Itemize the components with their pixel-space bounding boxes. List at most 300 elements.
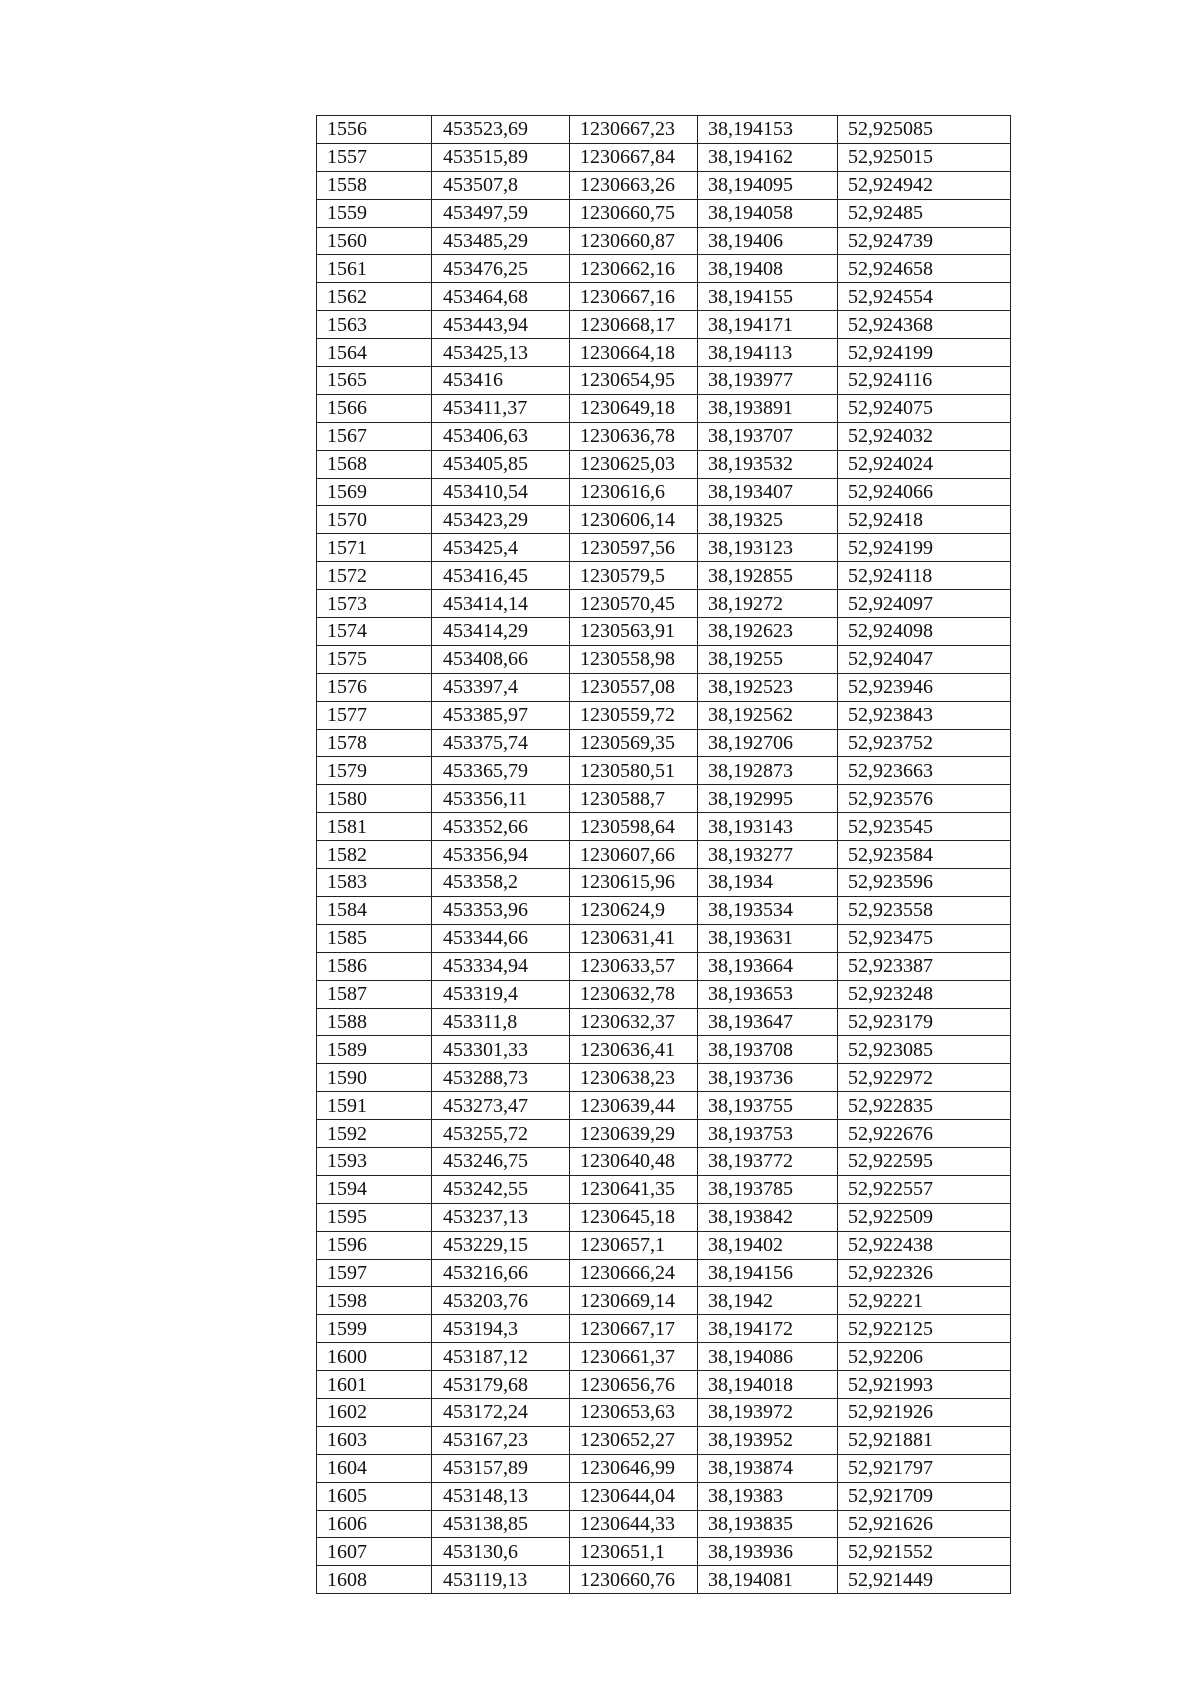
point-number-cell: 1601 [317,1371,432,1399]
table-row [317,255,1011,283]
latitude-cell: 52,921797 [838,1454,1011,1482]
table-row [317,199,1011,227]
table-row [317,422,1011,450]
point-number-cell: 1576 [317,673,432,701]
longitude-cell: 38,192706 [698,729,838,757]
table-row [317,952,1011,980]
table-row [317,1231,1011,1259]
point-number-cell: 1569 [317,478,432,506]
table-row [317,1203,1011,1231]
y-coordinate-cell: 1230557,08 [570,673,698,701]
longitude-cell: 38,19383 [698,1482,838,1510]
longitude-cell: 38,193707 [698,422,838,450]
table-row [317,1315,1011,1343]
point-number-cell: 1599 [317,1315,432,1343]
y-coordinate-cell: 1230639,29 [570,1120,698,1148]
latitude-cell: 52,924739 [838,227,1011,255]
y-coordinate-cell: 1230669,14 [570,1287,698,1315]
point-number-cell: 1588 [317,1008,432,1036]
point-number-cell: 1582 [317,841,432,869]
latitude-cell: 52,92418 [838,506,1011,534]
latitude-cell: 52,923946 [838,673,1011,701]
latitude-cell: 52,923596 [838,869,1011,897]
y-coordinate-cell: 1230636,78 [570,422,698,450]
table-row [317,1482,1011,1510]
x-coordinate-cell: 453246,75 [432,1147,570,1175]
latitude-cell: 52,921881 [838,1426,1011,1454]
y-coordinate-cell: 1230644,33 [570,1510,698,1538]
longitude-cell: 38,192855 [698,562,838,590]
longitude-cell: 38,193532 [698,450,838,478]
x-coordinate-cell: 453406,63 [432,422,570,450]
y-coordinate-cell: 1230667,84 [570,143,698,171]
point-number-cell: 1605 [317,1482,432,1510]
table-row [317,729,1011,757]
table-row [317,450,1011,478]
latitude-cell: 52,923752 [838,729,1011,757]
latitude-cell: 52,923387 [838,952,1011,980]
y-coordinate-cell: 1230656,76 [570,1371,698,1399]
x-coordinate-cell: 453385,97 [432,701,570,729]
table-row [317,645,1011,673]
latitude-cell: 52,921626 [838,1510,1011,1538]
x-coordinate-cell: 453229,15 [432,1231,570,1259]
x-coordinate-cell: 453157,89 [432,1454,570,1482]
longitude-cell: 38,192995 [698,785,838,813]
point-number-cell: 1604 [317,1454,432,1482]
y-coordinate-cell: 1230616,6 [570,478,698,506]
y-coordinate-cell: 1230649,18 [570,394,698,422]
x-coordinate-cell: 453397,4 [432,673,570,701]
point-number-cell: 1556 [317,116,432,144]
coordinates-table [316,115,1011,1594]
table-row [317,1259,1011,1287]
x-coordinate-cell: 453319,4 [432,980,570,1008]
y-coordinate-cell: 1230644,04 [570,1482,698,1510]
point-number-cell: 1577 [317,701,432,729]
longitude-cell: 38,194086 [698,1343,838,1371]
table-row [317,813,1011,841]
table-row [317,283,1011,311]
y-coordinate-cell: 1230598,64 [570,813,698,841]
table-row [317,590,1011,618]
table-row [317,757,1011,785]
table-row [317,896,1011,924]
x-coordinate-cell: 453410,54 [432,478,570,506]
latitude-cell: 52,925085 [838,116,1011,144]
x-coordinate-cell: 453273,47 [432,1092,570,1120]
longitude-cell: 38,193647 [698,1008,838,1036]
point-number-cell: 1578 [317,729,432,757]
point-number-cell: 1558 [317,171,432,199]
table-row [317,562,1011,590]
longitude-cell: 38,19408 [698,255,838,283]
x-coordinate-cell: 453411,37 [432,394,570,422]
x-coordinate-cell: 453523,69 [432,116,570,144]
table-row [317,1036,1011,1064]
point-number-cell: 1595 [317,1203,432,1231]
longitude-cell: 38,194172 [698,1315,838,1343]
point-number-cell: 1583 [317,869,432,897]
point-number-cell: 1592 [317,1120,432,1148]
point-number-cell: 1581 [317,813,432,841]
latitude-cell: 52,924942 [838,171,1011,199]
y-coordinate-cell: 1230597,56 [570,534,698,562]
latitude-cell: 52,924658 [838,255,1011,283]
point-number-cell: 1589 [317,1036,432,1064]
point-number-cell: 1584 [317,896,432,924]
point-number-cell: 1594 [317,1175,432,1203]
table-row [317,924,1011,952]
y-coordinate-cell: 1230569,35 [570,729,698,757]
table-row [317,1120,1011,1148]
point-number-cell: 1574 [317,618,432,646]
table-row [317,171,1011,199]
y-coordinate-cell: 1230664,18 [570,339,698,367]
longitude-cell: 38,193755 [698,1092,838,1120]
longitude-cell: 38,194058 [698,199,838,227]
table-row [317,785,1011,813]
y-coordinate-cell: 1230666,24 [570,1259,698,1287]
table-row [317,367,1011,395]
point-number-cell: 1561 [317,255,432,283]
point-number-cell: 1587 [317,980,432,1008]
y-coordinate-cell: 1230639,44 [570,1092,698,1120]
x-coordinate-cell: 453485,29 [432,227,570,255]
latitude-cell: 52,924368 [838,311,1011,339]
point-number-cell: 1590 [317,1064,432,1092]
y-coordinate-cell: 1230662,16 [570,255,698,283]
table-row [317,701,1011,729]
longitude-cell: 38,193736 [698,1064,838,1092]
latitude-cell: 52,922835 [838,1092,1011,1120]
x-coordinate-cell: 453423,29 [432,506,570,534]
point-number-cell: 1579 [317,757,432,785]
coordinates-table-body [317,116,1011,1594]
point-number-cell: 1597 [317,1259,432,1287]
x-coordinate-cell: 453216,66 [432,1259,570,1287]
longitude-cell: 38,194155 [698,283,838,311]
point-number-cell: 1571 [317,534,432,562]
longitude-cell: 38,193123 [698,534,838,562]
x-coordinate-cell: 453416 [432,367,570,395]
latitude-cell: 52,921449 [838,1566,1011,1594]
latitude-cell: 52,921709 [838,1482,1011,1510]
table-row [317,841,1011,869]
point-number-cell: 1570 [317,506,432,534]
longitude-cell: 38,194153 [698,116,838,144]
x-coordinate-cell: 453353,96 [432,896,570,924]
y-coordinate-cell: 1230580,51 [570,757,698,785]
longitude-cell: 38,192873 [698,757,838,785]
table-row [317,1343,1011,1371]
y-coordinate-cell: 1230667,17 [570,1315,698,1343]
latitude-cell: 52,923663 [838,757,1011,785]
table-row [317,311,1011,339]
y-coordinate-cell: 1230558,98 [570,645,698,673]
point-number-cell: 1596 [317,1231,432,1259]
longitude-cell: 38,194018 [698,1371,838,1399]
latitude-cell: 52,921552 [838,1538,1011,1566]
longitude-cell: 38,193143 [698,813,838,841]
longitude-cell: 38,19402 [698,1231,838,1259]
x-coordinate-cell: 453443,94 [432,311,570,339]
x-coordinate-cell: 453130,6 [432,1538,570,1566]
y-coordinate-cell: 1230570,45 [570,590,698,618]
y-coordinate-cell: 1230645,18 [570,1203,698,1231]
point-number-cell: 1606 [317,1510,432,1538]
point-number-cell: 1602 [317,1398,432,1426]
point-number-cell: 1585 [317,924,432,952]
y-coordinate-cell: 1230615,96 [570,869,698,897]
table-row [317,1371,1011,1399]
table-row [317,618,1011,646]
y-coordinate-cell: 1230668,17 [570,311,698,339]
y-coordinate-cell: 1230632,78 [570,980,698,1008]
point-number-cell: 1607 [317,1538,432,1566]
longitude-cell: 38,193972 [698,1398,838,1426]
y-coordinate-cell: 1230633,57 [570,952,698,980]
y-coordinate-cell: 1230607,66 [570,841,698,869]
latitude-cell: 52,924097 [838,590,1011,618]
x-coordinate-cell: 453242,55 [432,1175,570,1203]
point-number-cell: 1559 [317,199,432,227]
y-coordinate-cell: 1230563,91 [570,618,698,646]
table-row [317,1426,1011,1454]
longitude-cell: 38,193631 [698,924,838,952]
x-coordinate-cell: 453507,8 [432,171,570,199]
table-row [317,980,1011,1008]
table-row [317,869,1011,897]
latitude-cell: 52,922438 [838,1231,1011,1259]
longitude-cell: 38,192523 [698,673,838,701]
x-coordinate-cell: 453344,66 [432,924,570,952]
y-coordinate-cell: 1230667,16 [570,283,698,311]
point-number-cell: 1603 [317,1426,432,1454]
latitude-cell: 52,924116 [838,367,1011,395]
table-row [317,1287,1011,1315]
x-coordinate-cell: 453179,68 [432,1371,570,1399]
longitude-cell: 38,19325 [698,506,838,534]
table-row [317,1398,1011,1426]
y-coordinate-cell: 1230638,23 [570,1064,698,1092]
x-coordinate-cell: 453515,89 [432,143,570,171]
latitude-cell: 52,922509 [838,1203,1011,1231]
longitude-cell: 38,193952 [698,1426,838,1454]
longitude-cell: 38,193891 [698,394,838,422]
x-coordinate-cell: 453148,13 [432,1482,570,1510]
table-row [317,339,1011,367]
x-coordinate-cell: 453356,94 [432,841,570,869]
point-number-cell: 1564 [317,339,432,367]
x-coordinate-cell: 453194,3 [432,1315,570,1343]
latitude-cell: 52,923475 [838,924,1011,952]
x-coordinate-cell: 453119,13 [432,1566,570,1594]
x-coordinate-cell: 453358,2 [432,869,570,897]
x-coordinate-cell: 453352,66 [432,813,570,841]
table-row [317,1092,1011,1120]
x-coordinate-cell: 453375,74 [432,729,570,757]
latitude-cell: 52,923248 [838,980,1011,1008]
x-coordinate-cell: 453405,85 [432,450,570,478]
x-coordinate-cell: 453203,76 [432,1287,570,1315]
y-coordinate-cell: 1230663,26 [570,171,698,199]
y-coordinate-cell: 1230588,7 [570,785,698,813]
longitude-cell: 38,193874 [698,1454,838,1482]
latitude-cell: 52,923085 [838,1036,1011,1064]
longitude-cell: 38,193708 [698,1036,838,1064]
point-number-cell: 1573 [317,590,432,618]
longitude-cell: 38,19255 [698,645,838,673]
table-row [317,1454,1011,1482]
longitude-cell: 38,194156 [698,1259,838,1287]
y-coordinate-cell: 1230641,35 [570,1175,698,1203]
table-row [317,1510,1011,1538]
longitude-cell: 38,19406 [698,227,838,255]
latitude-cell: 52,924199 [838,534,1011,562]
latitude-cell: 52,925015 [838,143,1011,171]
y-coordinate-cell: 1230667,23 [570,116,698,144]
latitude-cell: 52,923179 [838,1008,1011,1036]
y-coordinate-cell: 1230632,37 [570,1008,698,1036]
y-coordinate-cell: 1230660,87 [570,227,698,255]
point-number-cell: 1591 [317,1092,432,1120]
latitude-cell: 52,92206 [838,1343,1011,1371]
y-coordinate-cell: 1230636,41 [570,1036,698,1064]
point-number-cell: 1562 [317,283,432,311]
x-coordinate-cell: 453301,33 [432,1036,570,1064]
longitude-cell: 38,193664 [698,952,838,980]
y-coordinate-cell: 1230559,72 [570,701,698,729]
y-coordinate-cell: 1230579,5 [570,562,698,590]
y-coordinate-cell: 1230640,48 [570,1147,698,1175]
longitude-cell: 38,194162 [698,143,838,171]
longitude-cell: 38,194095 [698,171,838,199]
latitude-cell: 52,923545 [838,813,1011,841]
longitude-cell: 38,193936 [698,1538,838,1566]
x-coordinate-cell: 453365,79 [432,757,570,785]
x-coordinate-cell: 453356,11 [432,785,570,813]
latitude-cell: 52,924199 [838,339,1011,367]
point-number-cell: 1566 [317,394,432,422]
latitude-cell: 52,923558 [838,896,1011,924]
table-row [317,227,1011,255]
point-number-cell: 1598 [317,1287,432,1315]
longitude-cell: 38,193835 [698,1510,838,1538]
x-coordinate-cell: 453464,68 [432,283,570,311]
longitude-cell: 38,193534 [698,896,838,924]
latitude-cell: 52,924047 [838,645,1011,673]
x-coordinate-cell: 453425,4 [432,534,570,562]
y-coordinate-cell: 1230657,1 [570,1231,698,1259]
latitude-cell: 52,924024 [838,450,1011,478]
x-coordinate-cell: 453255,72 [432,1120,570,1148]
latitude-cell: 52,923584 [838,841,1011,869]
y-coordinate-cell: 1230631,41 [570,924,698,952]
y-coordinate-cell: 1230625,03 [570,450,698,478]
x-coordinate-cell: 453414,29 [432,618,570,646]
y-coordinate-cell: 1230651,1 [570,1538,698,1566]
y-coordinate-cell: 1230652,27 [570,1426,698,1454]
table-row [317,534,1011,562]
x-coordinate-cell: 453288,73 [432,1064,570,1092]
y-coordinate-cell: 1230653,63 [570,1398,698,1426]
point-number-cell: 1608 [317,1566,432,1594]
latitude-cell: 52,922972 [838,1064,1011,1092]
x-coordinate-cell: 453172,24 [432,1398,570,1426]
point-number-cell: 1593 [317,1147,432,1175]
longitude-cell: 38,193772 [698,1147,838,1175]
latitude-cell: 52,922557 [838,1175,1011,1203]
table-row [317,1566,1011,1594]
point-number-cell: 1565 [317,367,432,395]
point-number-cell: 1567 [317,422,432,450]
table-row [317,506,1011,534]
table-row [317,478,1011,506]
longitude-cell: 38,193753 [698,1120,838,1148]
latitude-cell: 52,921993 [838,1371,1011,1399]
point-number-cell: 1560 [317,227,432,255]
x-coordinate-cell: 453408,66 [432,645,570,673]
latitude-cell: 52,924554 [838,283,1011,311]
longitude-cell: 38,1942 [698,1287,838,1315]
x-coordinate-cell: 453414,14 [432,590,570,618]
x-coordinate-cell: 453138,85 [432,1510,570,1538]
point-number-cell: 1575 [317,645,432,673]
latitude-cell: 52,924118 [838,562,1011,590]
table-row [317,1008,1011,1036]
y-coordinate-cell: 1230606,14 [570,506,698,534]
latitude-cell: 52,92485 [838,199,1011,227]
longitude-cell: 38,193977 [698,367,838,395]
latitude-cell: 52,923576 [838,785,1011,813]
latitude-cell: 52,922595 [838,1147,1011,1175]
x-coordinate-cell: 453476,25 [432,255,570,283]
point-number-cell: 1563 [317,311,432,339]
table-row [317,1175,1011,1203]
point-number-cell: 1572 [317,562,432,590]
longitude-cell: 38,194113 [698,339,838,367]
latitude-cell: 52,922125 [838,1315,1011,1343]
point-number-cell: 1600 [317,1343,432,1371]
table-row [317,143,1011,171]
x-coordinate-cell: 453311,8 [432,1008,570,1036]
x-coordinate-cell: 453334,94 [432,952,570,980]
x-coordinate-cell: 453497,59 [432,199,570,227]
x-coordinate-cell: 453416,45 [432,562,570,590]
longitude-cell: 38,194171 [698,311,838,339]
longitude-cell: 38,193407 [698,478,838,506]
y-coordinate-cell: 1230660,75 [570,199,698,227]
y-coordinate-cell: 1230660,76 [570,1566,698,1594]
latitude-cell: 52,924098 [838,618,1011,646]
y-coordinate-cell: 1230624,9 [570,896,698,924]
latitude-cell: 52,924075 [838,394,1011,422]
x-coordinate-cell: 453425,13 [432,339,570,367]
latitude-cell: 52,922326 [838,1259,1011,1287]
longitude-cell: 38,192623 [698,618,838,646]
longitude-cell: 38,1934 [698,869,838,897]
table-row [317,1147,1011,1175]
point-number-cell: 1580 [317,785,432,813]
x-coordinate-cell: 453187,12 [432,1343,570,1371]
latitude-cell: 52,924032 [838,422,1011,450]
latitude-cell: 52,924066 [838,478,1011,506]
x-coordinate-cell: 453167,23 [432,1426,570,1454]
longitude-cell: 38,194081 [698,1566,838,1594]
latitude-cell: 52,92221 [838,1287,1011,1315]
table-row [317,1064,1011,1092]
